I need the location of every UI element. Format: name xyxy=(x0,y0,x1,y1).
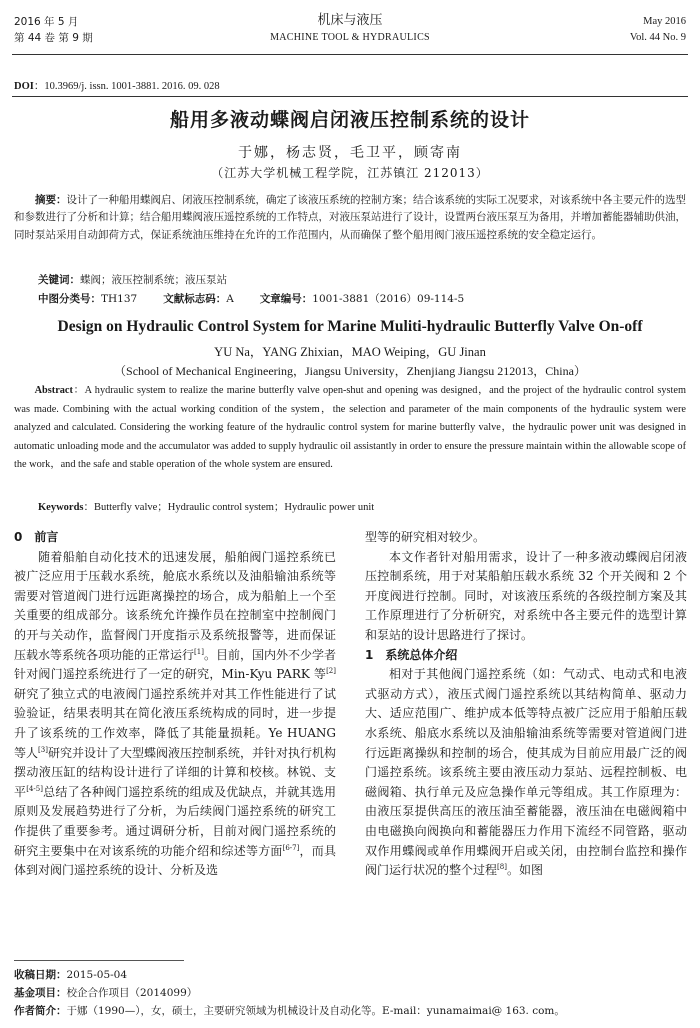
body-right-column xyxy=(365,528,687,881)
keywords-cn-text: 蝶阀；液压控制系统；液压泵站 xyxy=(80,274,227,286)
fund-label: 基金项目： xyxy=(14,987,67,999)
journal-title-en: MACHINE TOOL & HYDRAULICS xyxy=(270,32,430,43)
keywords-cn xyxy=(38,272,227,287)
footnote xyxy=(14,966,694,1020)
citation-4-5: [4-5] xyxy=(26,784,43,793)
section-1-heading: 1 系统总体介绍 xyxy=(365,647,458,662)
abstract-cn xyxy=(14,192,686,244)
paragraph-intro xyxy=(14,548,336,881)
header-date-en: May 2016 xyxy=(643,16,686,27)
fund-value: 校企合作项目（2014099） xyxy=(66,987,198,999)
paragraph-objective: 本文作者针对船用需求，设计了一种多液动蝶阀启闭液压控制系统，用于对某船舶压载水系统 32 个开关阀和 2 个开度阀进行控制。同时，对该液压系统的各级控制方案及其工作原理进行了分析研究，对系统中各主要元件的选型计算和泵站的设计思路进行了探讨。 xyxy=(365,549,687,642)
header-right xyxy=(630,14,686,46)
author-bio: 于娜（1990—），女，硕士，主要研究领域为机械设计及自动化等。E-mail：yunamaimai@ 163. com。 xyxy=(66,1005,565,1017)
authors-en: YU Na，YANG Zhixian，MAO Weiping，GU Jinan xyxy=(214,345,486,359)
keywords-en xyxy=(38,499,374,514)
abstract-cn-text: 设计了一种船用蝶阀启、闭液压控制系统，确定了该液压系统的控制方案；结合该系统的实际工况要求，对该系统中各主要元件的选型和参数进行了分析和计算；结合船用蝶阀液压遥控系统的工作特点，对液压泵站进行了设计，设置两台液压泵互为备用，并增加蓄能器辅助供油，同时泵站采用自动卸荷方式，保证系统油压维持在允许的工作范围内，从而确保了整个船用阀门液压遥控系统的安全稳定运行。 xyxy=(14,194,686,241)
doc-code-label: 文献标志码： xyxy=(163,293,227,305)
paper-title-en: Design on Hydraulic Control System for Marine Muliti-hydraulic Butterfly Valve On-off xyxy=(57,318,643,335)
paper-title-cn: 船用多液动蝶阀启闭液压控制系统的设计 xyxy=(169,109,530,131)
header-journal xyxy=(0,12,700,46)
header-rule xyxy=(12,54,688,55)
header-volume-cn: 第 44 卷 第 9 期 xyxy=(14,32,93,44)
para-text: 。如图 xyxy=(506,863,543,878)
abstract-en-text: ：A hydraulic system to realize the marine butterfly valve open-shut and opening was designed，and the project of the hydraulic control system was made. Combining with the actual working condition of the system，the selection and parameter of the main components of the hydraulic system were analyzed and calculated. Considering the working feature of the hydraulic control system for marine butterfly valve，the hydraulic power unit was designed in automatic unloading mode and the accumulator was added to supply hydraulic oil assistantly in order to ensure the pressure maintain within the allowable scope of the work，and the safe and stable operation of the whole system are ensured. xyxy=(14,385,686,471)
author-bio-label: 作者简介： xyxy=(14,1005,67,1017)
doc-code-value: A xyxy=(226,293,234,305)
abstract-cn-label: 摘要： xyxy=(35,194,67,206)
para-text: 相对于其他阀门遥控系统（如：气动式、电动式和电液式驱动方式），液压式阀门遥控系统以其结构简单、驱动力大、适应范围广、维护成本低等特点被广泛应用于船舶压载水系统、船底水系统以及油船输油系统等需要对管道阀门进行远距离操纵和控制的场合，使其成为目前应用最广泛的阀门遥控系统。该系统主要由液压动力泵站、远程控制板、电磁阀箱、执行单元及应急操作单元等组成。其工作原理为：由液压泵提供高压的液压油至蓄能器，液压油在电磁阀箱中由电磁换向阀换向和蓄能器压力作用下流经不同管路，驱动双作用蝶阀或单作用蝶阀开启或关闭，由控制台监控和操作阀门运行状况的整个过程 xyxy=(365,667,687,878)
received-date: 2015-05-04 xyxy=(66,969,128,981)
affiliation-cn: （江苏大学机械工程学院，江苏镇江 212013） xyxy=(211,166,489,180)
body-left-column xyxy=(14,528,336,881)
para-text: 研究并设计了大型蝶阀液压控制系统，并针对执行机构摆动液压缸的结构设计进行了详细的计算和校核。林锐、支平 xyxy=(14,745,336,799)
footnote-rule xyxy=(14,960,184,961)
article-no-label: 文章编号： xyxy=(259,293,313,305)
abstract-en-label: Abstract xyxy=(34,385,73,396)
header-volume-en: Vol. 44 No. 9 xyxy=(629,32,686,43)
para-text: 。目前，国内外不少学者针对阀门遥控系统进行了一定的研究，Min-Kyu PARK 等 xyxy=(14,647,336,682)
affiliation-en: （School of Mechanical Engineering，Jiangsu University，Zhenjiang Jiangsu 212013，China） xyxy=(114,364,586,378)
clc-value: TH137 xyxy=(101,293,138,305)
para-text: 总结了各种阀门遥控系统的组成及优缺点，并就其选用原则及发展趋势进行了分析，为后续阀门遥控系统的研究工作提供了重要参考。通过调研分析，目前对阀门遥控系统的研究主要集中在对该系统的功能介绍和综述等方面 xyxy=(14,784,336,858)
doi xyxy=(14,78,220,93)
keywords-cn-label: 关键词： xyxy=(38,274,80,286)
journal-title-cn: 机床与液压 xyxy=(317,13,383,28)
citation-3: [3] xyxy=(38,745,48,754)
section-0-heading: 0 前言 xyxy=(14,530,59,544)
paragraph-continued: 型等的研究相对较少。 xyxy=(365,530,486,544)
para-text: 研究了独立式的电液阀门遥控系统并对其工作性能进行了试验验证，结果表明其在简化液压系统构成的同时，进一步提升了该系统的工作效率，降低了其能量损耗。Ye HUANG 等人 xyxy=(14,686,336,760)
citation-2: [2] xyxy=(326,667,336,676)
keywords-en-text: ：Butterfly valve；Hydraulic control system；Hydraulic power unit xyxy=(83,502,375,513)
doi-value: ：10.3969/j. issn. 1001-3881. 2016. 09. 028 xyxy=(33,81,220,92)
header-date-cn: 2016 年 5 月 xyxy=(14,16,79,28)
doi-label: DOI xyxy=(14,81,34,92)
para-text: 随着船舶自动化技术的迅速发展，船舶阀门遥控系统已被广泛应用于压载水系统，舱底水系统以及油船输油系统等需要对管道阀门进行远距离操控的场合，成为船舶上一个至关重要的组成部分。该系统允许操作员在控制室中控制阀门的开与关动作，监督阀门开度指示及系统报警等，进而保证压载水等系统各项功能的正常运行 xyxy=(14,549,336,662)
classification-line xyxy=(38,291,464,306)
article-no-value: 1001-3881（2016）09-114-5 xyxy=(312,293,465,305)
keywords-en-label: Keywords xyxy=(38,502,84,513)
abstract-en xyxy=(14,382,686,475)
clc-label: 中图分类号： xyxy=(38,293,101,305)
authors-cn: 于娜，杨志贤，毛卫平，顾寄南 xyxy=(238,145,462,161)
doi-rule xyxy=(12,96,688,97)
citation-8: [8] xyxy=(497,863,507,872)
paragraph-system-overview xyxy=(365,665,687,881)
received-label: 收稿日期： xyxy=(14,969,67,981)
para-text: ，而具体到对阀门遥控系统的设计、分析及选 xyxy=(14,843,336,878)
citation-1: [1] xyxy=(194,647,204,656)
citation-6-7: [6-7] xyxy=(282,843,300,852)
